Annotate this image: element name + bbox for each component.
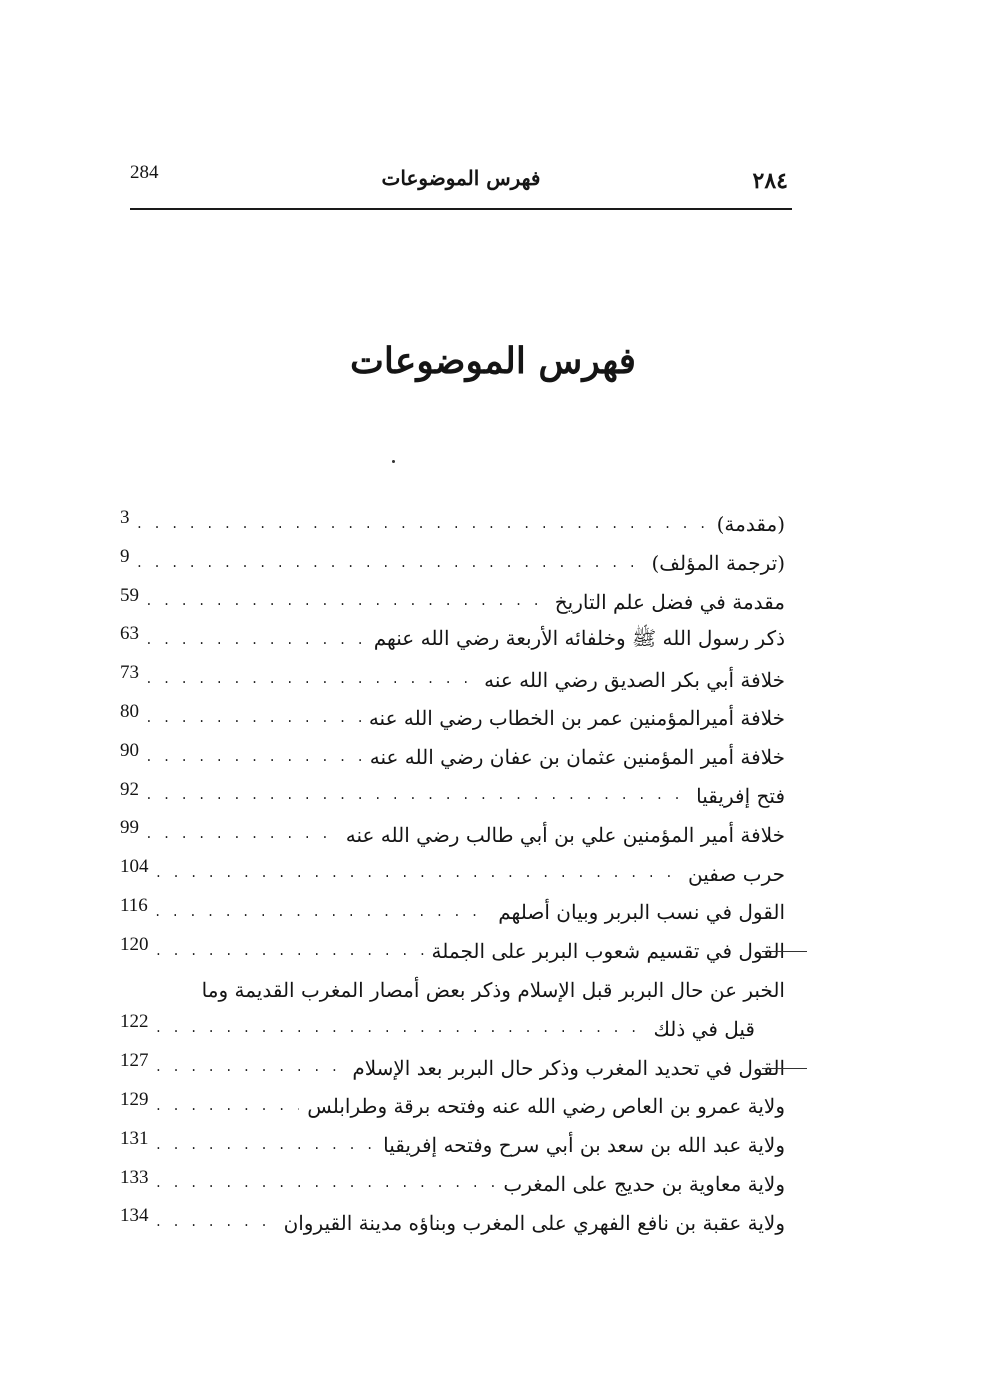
toc-page-number: 73 (120, 662, 139, 684)
toc-page-number: 120 (120, 933, 149, 955)
toc-entry (120, 1203, 785, 1242)
toc-entry-multiline (120, 971, 785, 1010)
toc-title: فتح إفريقيا (696, 783, 785, 808)
leader-dots (155, 1138, 376, 1153)
page-title: فهرس الموضوعات (349, 340, 637, 382)
toc-page-number: 134 (120, 1205, 149, 1227)
toc-page-number: 127 (120, 1050, 149, 1072)
toc-title: ولاية عقبة بن نافع الفهري على المغرب وبناؤه مدينة القيروان (283, 1210, 785, 1235)
toc-page-number: 63 (120, 623, 139, 645)
leader-dots (136, 556, 644, 571)
toc-page-number: 3 (120, 507, 130, 528)
toc-title: حرب صفين (688, 861, 785, 886)
running-header (130, 158, 792, 210)
toc-entry (120, 1126, 785, 1165)
leader-dots (155, 1176, 496, 1191)
leader-dots (145, 633, 366, 648)
toc-page-number: 116 (120, 894, 148, 916)
toc-page-number: 90 (120, 739, 139, 761)
toc-entry (120, 1009, 785, 1048)
toc-title: (ترجمة المؤلف) (651, 551, 785, 576)
page-number-arabic: ٢٨٤ (752, 168, 788, 194)
toc-title: خلافة أميرالمؤمنين عمر بن الخطاب رضي الله عنه (368, 706, 785, 731)
leader-dots (155, 866, 681, 881)
margin-pen-mark (762, 951, 807, 952)
toc-page-number: 104 (120, 856, 149, 878)
toc-entry (120, 699, 785, 738)
toc-entry (120, 854, 785, 893)
page-number-latin: 284 (130, 162, 159, 183)
toc-page-number: 59 (120, 584, 139, 606)
leader-dots (154, 905, 490, 920)
toc-title: الخبر عن حال البربر قبل الإسلام وذكر بعض أمصار المغرب القديمة وما (201, 977, 785, 1002)
toc-page-number: 80 (120, 700, 139, 722)
toc-page-number: 99 (120, 817, 139, 839)
toc-title: قيل في ذلك (653, 1016, 755, 1041)
toc-entry (120, 505, 785, 544)
toc-title: خلافة أمير المؤمنين عثمان بن عفان رضي الله عنه (369, 745, 785, 770)
toc-entry (120, 1048, 785, 1087)
toc-title: القول في تحديد المغرب وذكر حال البربر بعد الإسلام (352, 1055, 785, 1080)
toc-entry (120, 932, 785, 971)
toc-entry (120, 544, 785, 583)
toc-entry (120, 1165, 785, 1204)
leader-dots (145, 750, 362, 765)
leader-dots (136, 517, 709, 532)
toc-title: ذكر رسول الله ﷺ وخلفائه الأربعة رضي الله عنهم (373, 626, 785, 651)
toc-page-number: 133 (120, 1166, 149, 1188)
running-title: فهرس الموضوعات (381, 166, 541, 190)
leader-dots (145, 711, 361, 726)
toc-entry (120, 815, 785, 854)
toc-entry (120, 777, 785, 816)
leader-dots (145, 672, 476, 687)
toc-entry (120, 738, 785, 777)
margin-pen-mark (762, 1068, 807, 1069)
toc-title: القول في تقسيم شعوب البربر على الجملة (431, 939, 785, 964)
toc-entry (120, 1087, 785, 1126)
toc-page-number: 122 (120, 1011, 149, 1033)
leader-dots (155, 1099, 300, 1114)
leader-dots (155, 944, 424, 959)
toc-entry (120, 660, 785, 699)
leader-dots (155, 1021, 646, 1036)
toc-title: (مقدمة) (716, 512, 785, 537)
toc-title: القول في نسب البربر وبيان أصلهم (498, 900, 785, 925)
toc-title: خلافة أبي بكر الصديق رضي الله عنه (484, 667, 785, 692)
toc-page-number: 92 (120, 778, 139, 800)
toc-page-number: 129 (120, 1088, 149, 1110)
toc-title: ولاية معاوية بن حديج على المغرب (503, 1171, 785, 1196)
leader-dots (155, 1215, 276, 1230)
toc-page-number: 131 (120, 1127, 149, 1149)
toc-title: ولاية عمرو بن العاص رضي الله عنه وفتحه برقة وطرابلس (307, 1094, 785, 1119)
toc-page-number: 9 (120, 545, 130, 567)
leader-dots (145, 788, 688, 803)
leader-dots (155, 1060, 345, 1075)
toc-title: خلافة أمير المؤمنين علي بن أبي طالب رضي الله عنه (345, 822, 785, 847)
toc-entry (120, 621, 785, 660)
leader-dots (145, 827, 338, 842)
toc-title: مقدمة في فضل علم التاريخ (554, 589, 785, 614)
stray-mark (392, 460, 395, 463)
toc-title: ولاية عبد الله بن سعد بن أبي سرح وفتحه إفريقيا (383, 1133, 785, 1158)
table-of-contents (120, 505, 785, 1242)
toc-entry (120, 583, 785, 622)
leader-dots (145, 594, 547, 609)
toc-entry (120, 893, 785, 932)
